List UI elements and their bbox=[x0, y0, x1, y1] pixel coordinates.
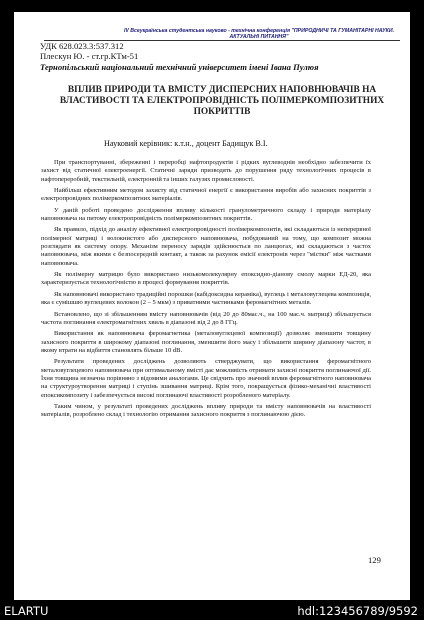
footer-handle: hdl:123456789/9592 bbox=[297, 604, 418, 618]
paper-title: ВПЛИВ ПРИРОДИ ТА ВМІСТУ ДИСПЕРСНИХ НАПОВНЮВАЧІВ НА ВЛАСТИВОСТІ ТА ЕЛЕКТРОПРОВІДНІСТЬ ПОЛІМЕРКОМПОЗИТНИХ ПОКРИТТІВ bbox=[59, 85, 385, 117]
conference-header: IV Всеукраїнська студентська науково - технічна конференція "ПРИРОДНИЧІ ТА ГУМАНІТАРНІ НАУКИ. АКТУАЛЬНІ ПИТАННЯ" bbox=[123, 28, 395, 40]
page-number: 129 bbox=[368, 555, 381, 565]
footer-repository-label: ELARTU bbox=[4, 604, 49, 618]
document-page bbox=[14, 12, 410, 600]
udc-code: УДК 628.023.3:537.312 bbox=[40, 41, 124, 51]
paragraph: При транспортуванні, збереженні і переробці нафтопродуктів і рідких вуглеводнів необхідно забезпечити їх захист від статичної електроенергії. Статичні заряди призводять до порушення ряду технологічних процесів в нафтопереробній, текстильній, електронній та інших галузях промисловості. bbox=[41, 159, 371, 183]
footer-bar bbox=[0, 603, 424, 620]
paragraph: Результати проведених досліджень дозволяють стверджувати, що використання феромагнітного металовуглецевого наповнювача при оптимальному вмісті дає можливість отримати захисні покриття поглинаючої дії. Їхня товщина незначна порівняно з відомими аналогами. Це свідчить про значний вплив феромагнітного наповнювача на структуроутворення матриці і ступінь зшивання матриці. Крім того, покращується фізико-механічні властивості епоксикомпозиту і забезпечується високі поглинаючі властивості розробленого матеріалу. bbox=[41, 358, 371, 399]
authors: Плескун Ю. - ст.гр.КТм-51 bbox=[40, 51, 139, 61]
paragraph: Як полімерну матрицю було використано низькомолекулярну епоксидно-діанову смолу марки ЕД-20, яка характеризується технологічністю в процесі формування покриттів. bbox=[41, 271, 371, 287]
affiliation: Тернопільський національний технічний університет імені Івана Пулюя bbox=[40, 62, 319, 72]
paragraph: Встановлено, що зі збільшенням вмісту наповнювачів (від 20 до 80мас.ч., на 100 мас.ч. матриці) збільшується частота поглинання електромагнітних хвиль в діапазоні від 2 до 8 ГГц. bbox=[41, 310, 371, 326]
paragraph: Як правило, підхід до аналізу ефективної електропровідності полімеркомпозитів, які складаються із неперервної полімерної матриці і волокнистого або дисперсного наповнювача, побудований на тому, що композит можна розглядати як систему опору. Механізм переносу зарядів здійснюється по ланцюгах, які складаються з частох наповнювача, між якими є безпосередній контакт, а також за рахунок емісії електронів через "містки" між частками наповнювача. bbox=[41, 226, 371, 267]
paragraph: Як наповнювачі використано традиційні порошки (кабідоксидна кераміка), вуглець і металовуглецева композиція, яка є сумішшю вуглецевих волокон (2 – 5 мкм) з приватними частинками феромагнітних металів. bbox=[41, 290, 371, 307]
paragraph: Таким чином, у результаті проведених досліджень впливу природи та вмісту наповнювачів на властивості матеріалів, розроблено склад і технологію отримання захисного покриття з поглинаючою дією. bbox=[41, 402, 371, 419]
paragraph: У даній роботі проведено дослідження впливу кількості гранулометричного складу і природи матеріалу наповнювача на питому електропровідність полімеркомпозитних покриттів. bbox=[41, 206, 371, 223]
paragraph: Найбільш ефективним методом захисту від статичної енергії є використання виробів або захисних покриттів з електропровідних полімеркомпозитних матеріалів. bbox=[41, 187, 371, 203]
supervisor: Науковий керівник: к.т.н., доцент Бадищук В.І. bbox=[104, 139, 268, 148]
body-text bbox=[41, 159, 371, 423]
paragraph: Використання як наповнювача феромагнетика (металовуглецевої композиції) дозволяє зменшити товщину захисного покриття в широкому діапазоні поглинання, зменшити його масу і збільшити ширину діапазону частот, в якому втрати на відбиття становлять більше 10 dB. bbox=[41, 330, 371, 354]
